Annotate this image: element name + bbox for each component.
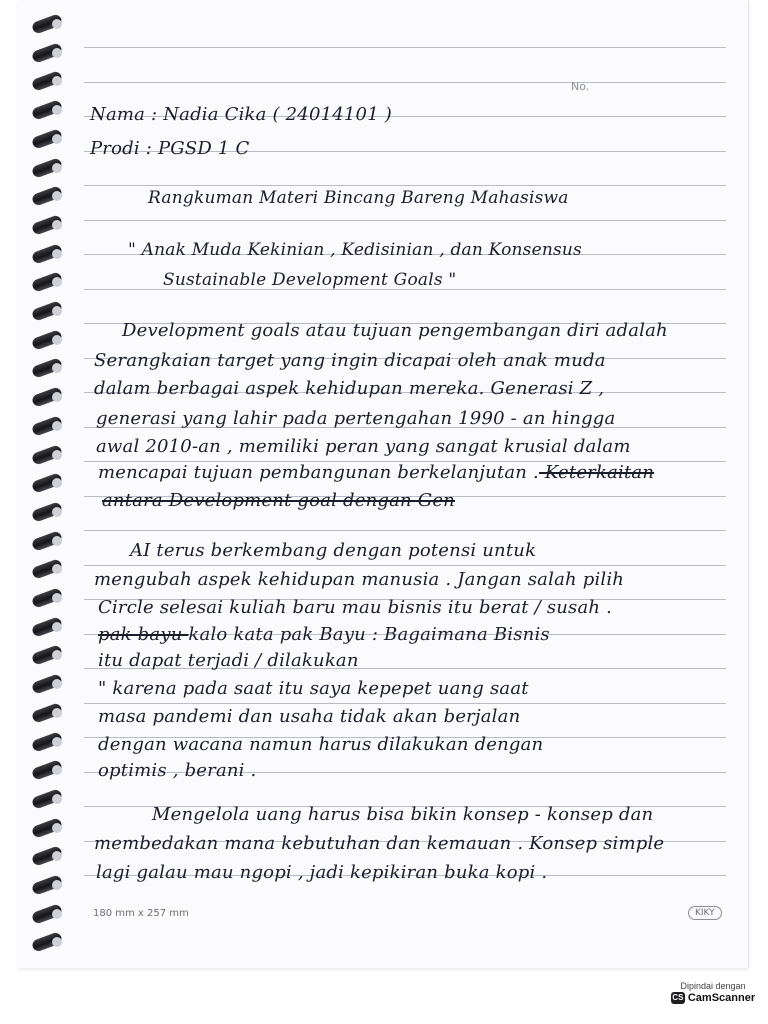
binding-hole: [52, 851, 62, 861]
handwritten-line: [98, 462, 654, 483]
binding-hole: [52, 737, 62, 747]
handwritten-line: [98, 624, 550, 645]
handwritten-line: [98, 650, 359, 671]
handwritten-line: [94, 350, 606, 371]
binding-hole: [52, 277, 62, 287]
line-text: Rangkuman Materi Bincang Bareng Mahasiswa: [148, 188, 569, 208]
ruled-line: [84, 530, 726, 531]
line-text: AI terus berkembang dengan potensi untuk: [130, 540, 537, 561]
binding-hole: [52, 163, 62, 173]
handwritten-line: [94, 569, 624, 590]
binding-hole: [52, 363, 62, 373]
line-text: lagi galau mau ngopi , jadi kepikiran buka kopi .: [96, 862, 548, 883]
binding-hole: [52, 622, 62, 632]
crossed-out-text: pak bayu: [98, 624, 189, 645]
handwritten-line: [98, 706, 520, 727]
binding-hole: [52, 679, 62, 689]
binding-hole: [52, 306, 62, 316]
line-text: " karena pada saat itu saya kepepet uang saat: [98, 678, 529, 699]
binding-hole: [52, 880, 62, 890]
page-number-label: No.: [571, 80, 590, 93]
handwritten-line: [163, 270, 456, 290]
line-text: Circle selesai kuliah baru mau bisnis itu berat / susah .: [98, 597, 613, 618]
line-text: Nama : Nadia Cika ( 24014101 ): [90, 104, 392, 125]
binding-hole: [52, 249, 62, 259]
binding-hole: [52, 650, 62, 660]
paper-size-label: 180 mm x 257 mm: [93, 908, 189, 919]
line-text: Mengelola uang harus bisa bikin konsep - konsep dan: [152, 804, 654, 825]
camscanner-watermark: [668, 980, 758, 1016]
notebook-page: [18, 0, 749, 968]
line-text: mencapai tujuan pembangunan berkelanjutan .: [98, 462, 539, 483]
handwritten-line: [128, 240, 582, 260]
line-text: masa pandemi dan usaha tidak akan berjalan: [98, 706, 521, 727]
binding-hole: [52, 48, 62, 58]
line-text: " Anak Muda Kekinian , Kedisinian , dan Konsensus: [128, 240, 582, 260]
binding-hole: [52, 507, 62, 517]
line-text: awal 2010-an , memiliki peran yang sangat krusial dalam: [96, 436, 631, 457]
line-text: kalo kata pak Bayu : Bagaimana Bisnis: [188, 624, 550, 645]
ruled-line: [84, 703, 726, 704]
line-text: mengubah aspek kehidupan manusia . Jangan salah pilih: [94, 569, 625, 590]
line-text: Serangkaian target yang ingin dicapai oleh anak muda: [94, 350, 606, 371]
scanner-caption: Dipindai dengan: [680, 981, 746, 991]
binding-hole: [52, 191, 62, 201]
scanner-brand: CamScanner: [687, 992, 756, 1004]
handwritten-line: [98, 597, 612, 618]
handwritten-line: [152, 804, 653, 825]
binding-hole: [52, 937, 62, 947]
binding-hole: [52, 593, 62, 603]
line-text: generasi yang lahir pada pertengahan 1990 - an hingga: [96, 408, 616, 429]
handwritten-line: [130, 540, 536, 561]
binding-hole: [52, 421, 62, 431]
binding-hole: [52, 478, 62, 488]
line-text: dalam berbagai aspek kehidupan mereka. Generasi Z ,: [94, 378, 605, 399]
handwritten-line: [122, 320, 668, 341]
binding-hole: [52, 134, 62, 144]
ruled-line: [84, 185, 726, 186]
handwritten-line: [96, 408, 615, 429]
binding-hole: [52, 708, 62, 718]
crossed-out-text: Keterkaitan: [538, 462, 655, 483]
handwritten-line: [98, 678, 529, 699]
line-text: antara Development goal dengan Gen: [102, 490, 455, 511]
line-text: itu dapat terjadi / dilakukan: [98, 650, 359, 671]
handwritten-line: [102, 490, 455, 511]
binding-hole: [52, 794, 62, 804]
handwritten-line: [90, 104, 392, 125]
binding-hole: [52, 450, 62, 460]
handwritten-line: [148, 188, 569, 208]
line-text: dengan wacana namun harus dilakukan dengan: [98, 734, 544, 755]
ruled-line: [84, 565, 726, 566]
handwritten-line: [96, 862, 547, 883]
handwritten-line: [98, 734, 543, 755]
handwritten-line: [90, 138, 249, 159]
line-text: Prodi : PGSD 1 C: [90, 138, 250, 159]
ruled-line: [84, 82, 726, 83]
binding-hole: [52, 765, 62, 775]
binding-hole: [52, 220, 62, 230]
line-text: membedakan mana kebutuhan dan kemauan . Konsep simple: [94, 833, 665, 854]
spiral-binding: [18, 0, 88, 968]
binding-hole: [52, 823, 62, 833]
binding-hole: [52, 909, 62, 919]
ruled-line: [84, 220, 726, 221]
binding-hole: [52, 19, 62, 29]
binding-hole: [52, 335, 62, 345]
binding-hole: [52, 392, 62, 402]
line-text: Development goals atau tujuan pengembangan diri adalah: [122, 320, 668, 341]
handwritten-line: [96, 436, 631, 457]
line-text: optimis , berani .: [98, 760, 257, 781]
line-text: Sustainable Development Goals ": [163, 270, 457, 290]
camscanner-icon: CS: [672, 993, 684, 1002]
binding-hole: [52, 105, 62, 115]
binding-hole: [52, 564, 62, 574]
handwritten-line: [98, 760, 256, 781]
ruled-line: [84, 47, 726, 48]
handwritten-line: [94, 833, 664, 854]
binding-hole: [52, 76, 62, 86]
binding-hole: [52, 536, 62, 546]
notebook-brand-logo: KIKY: [688, 906, 722, 920]
handwritten-line: [94, 378, 604, 399]
